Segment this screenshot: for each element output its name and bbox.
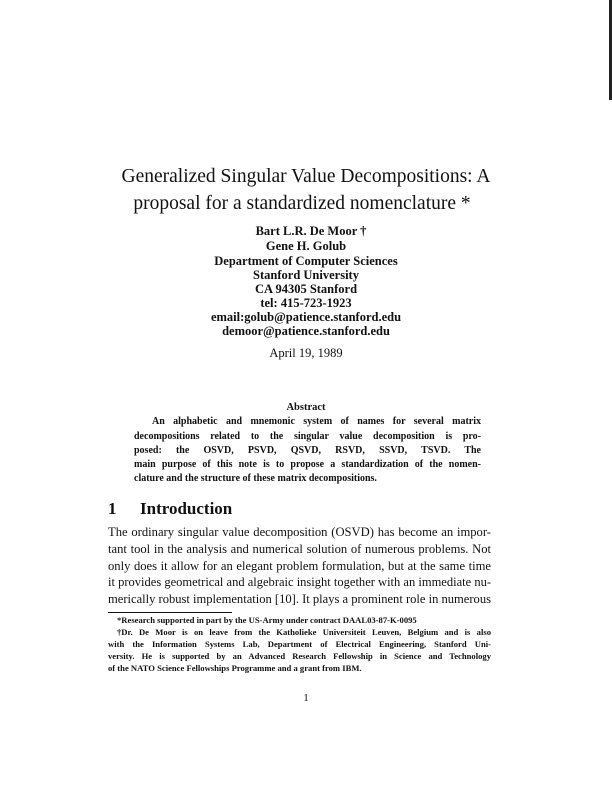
body-line: only does it allow for an elegant problem formulation, but at the same time [108,559,491,573]
footnote: with the Information Systems Lab, Department of Electrical Engineering, Stanford Uni- [108,639,491,649]
affiliation-city: CA 94305 Stanford [254,282,358,296]
section-title: Introduction [140,499,233,518]
email-1: email:golub@patience.stanford.edu [210,310,402,324]
author-2: Gene H. Golub [265,239,347,253]
affiliation-univ: Stanford University [253,268,359,282]
telephone: tel: 415-723-1923 [260,296,352,310]
title-line-2: proposal for a standardized nomenclature * [133,193,471,214]
abstract-line: main purpose of this note is to propose a standardization of the nomen- [134,459,481,470]
body-line: it provides geometrical and algebraic insight together with an immediate nu- [108,575,491,589]
footnote: of the NATO Science Fellowships Programme and a grant from IBM. [108,663,362,673]
footnote: versity. He is supported by an Advanced Research Fellowship in Science and Technology [108,651,491,661]
body-line: The ordinary singular value decomposition (OSVD) has become an impor- [108,525,491,539]
body-line: tant tool in the analysis and numerical solution of numerous problems. Not [108,542,491,556]
abstract-line: clature and the structure of these matrix decompositions. [134,473,377,484]
body-line: merically robust implementation [10]. It plays a prominent role in numerous [108,592,491,606]
abstract-line: decompositions related to the singular value decomposition is pro- [134,431,481,442]
author-1: Bart L.R. De Moor † [255,224,367,238]
abstract-heading: Abstract [286,402,326,413]
abstract-line: posed: the OSVD, PSVD, QSVD, RSVD, SSVD, TSVD. The [134,445,481,456]
email-2: demoor@patience.stanford.edu [222,324,390,338]
page-number: 1 [303,692,309,704]
section-number: 1 [108,499,117,518]
title-line-1: Generalized Singular Value Decompositions: A [121,166,491,187]
footnote-rule [108,612,232,613]
date: April 19, 1989 [269,346,343,360]
affiliation-dept: Department of Computer Sciences [214,254,398,268]
footnote: †Dr. De Moor is on leave from the Katholieke Universiteit Leuven, Belgium and is also [117,627,491,637]
abstract-line: An alphabetic and mnemonic system of names for several matrix [152,416,481,427]
footnote: *Research supported in part by the US-Army under contract DAAL03-87-K-0095 [117,615,417,625]
